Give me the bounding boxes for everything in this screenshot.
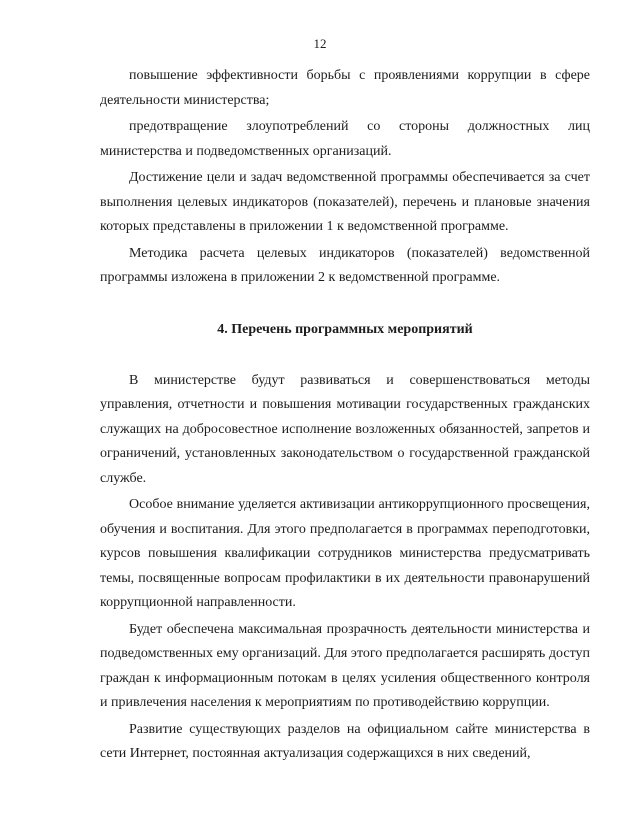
paragraph-indicators: Достижение цели и задач ведомственной программы обеспечивается за счет выполнения целевых индикаторов (показателей), перечень и плановые значения которых представлены в приложении 1 к ведомственной программе.: [100, 170, 590, 234]
paragraph-website: Развитие существующих разделов на официальном сайте министерства в сети Интернет, постоянная актуализация содержащихся в них сведений,: [100, 721, 590, 761]
paragraph-methods: В министерстве будут развиваться и совершенствоваться методы управления, отчетности и повышения мотивации государственных гражданских служащих на добросовестное исполнение возложенных обязанностей, запретов и ограничений, установленных законодательством о государственной гражданской службе.: [100, 372, 590, 486]
paragraph-methodology: Методика расчета целевых индикаторов (показателей) ведомственной программы изложена в приложении 2 к ведомственной программе.: [100, 245, 590, 285]
paragraph-prevention: предотвращение злоупотреблений со стороны должностных лиц министерства и подведомственных организаций.: [100, 119, 590, 159]
document-body: [100, 64, 590, 767]
paragraph-education: Особое внимание уделяется активизации антикоррупционного просвещения, обучения и воспитания. Для этого предполагается в программах переподготовки, курсов повышения квалификации сотрудников министерства предусматривать темы, посвященные вопросам профилактики в их деятельности правонарушений коррупционной направленности.: [100, 497, 590, 610]
paragraph-transparency: Будет обеспечена максимальная прозрачность деятельности министерства и подведомственных ему организаций. Для этого предполагается расширять доступ граждан к информационным потокам в целях усиления общественного контроля и привлечения населения к мероприятиям по противодействию коррупции.: [100, 621, 590, 710]
page-number: 12: [313, 36, 327, 51]
paragraph-efficiency: повышение эффективности борьбы с проявлениями коррупции в сфере деятельности министерства;: [100, 68, 590, 108]
section-heading: 4. Перечень программных мероприятий: [217, 321, 473, 337]
